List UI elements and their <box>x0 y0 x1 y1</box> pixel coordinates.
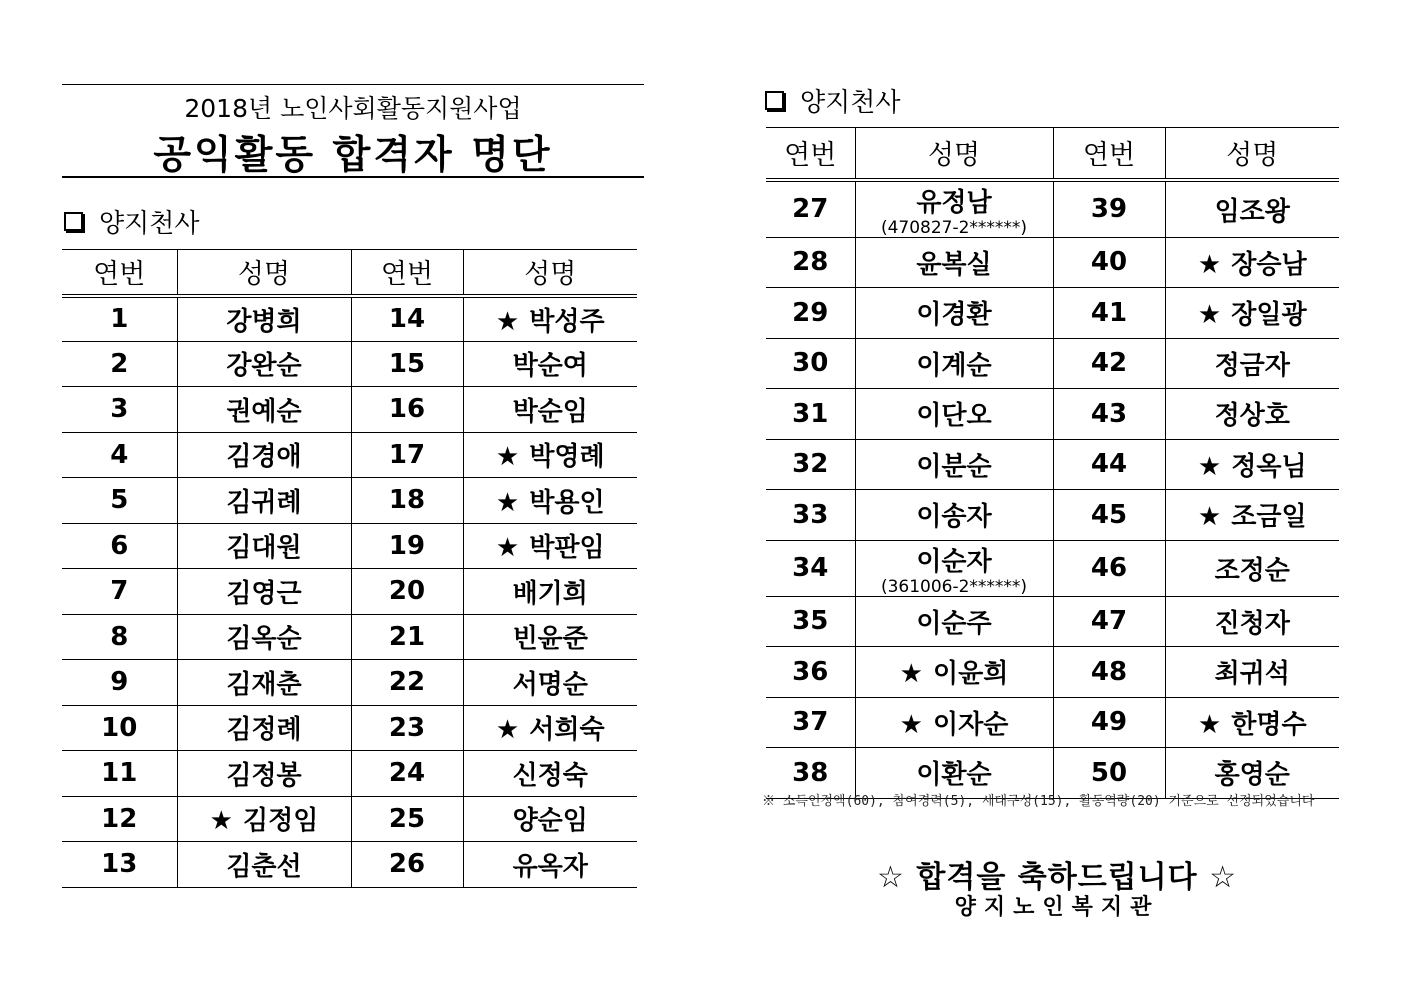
entry-number: 50 <box>1053 748 1165 799</box>
entry-name-cell <box>1165 439 1339 490</box>
entry-name-cell <box>177 432 351 478</box>
entry-number: 47 <box>1053 596 1165 647</box>
entry-name: 진청자 <box>1214 608 1290 639</box>
congrats-text: 합격을 축하드립니다 <box>916 860 1198 895</box>
entry-number: 39 <box>1053 180 1165 238</box>
section-label: 양지천사 <box>99 209 200 239</box>
entry-name: 윤복실 <box>916 249 992 280</box>
entry-name-cell <box>463 660 637 706</box>
entry-name-cell <box>177 523 351 569</box>
entry-name: 신정숙 <box>512 760 588 791</box>
entry-name: 이송자 <box>916 502 992 533</box>
entry-name-cell <box>177 341 351 387</box>
entry-number: 8 <box>62 614 177 660</box>
entry-number: 5 <box>62 478 177 524</box>
entry-number: 13 <box>62 842 177 888</box>
entry-name: 이분순 <box>916 451 992 482</box>
entry-name-cell <box>463 705 637 751</box>
entry-name-cell <box>855 647 1053 698</box>
entry-number: 11 <box>62 751 177 797</box>
entry-name-cell <box>463 387 637 433</box>
entry-number: 41 <box>1053 288 1165 339</box>
star-icon: ★ <box>209 806 233 837</box>
entry-id-number: (470827-2******) <box>880 217 1028 238</box>
roster-table-left <box>62 249 637 888</box>
table-row <box>766 540 1339 596</box>
entry-name: 박용인 <box>529 487 605 518</box>
title-top-rule <box>62 84 644 85</box>
entry-name: 김춘선 <box>226 851 302 882</box>
entry-number: 22 <box>351 660 463 706</box>
entry-name: 김정봉 <box>226 760 302 791</box>
table-row <box>766 697 1339 748</box>
checkbox-icon <box>64 212 83 231</box>
entry-number: 16 <box>351 387 463 433</box>
entry-number: 45 <box>1053 490 1165 541</box>
entry-name-cell <box>1165 647 1339 698</box>
star-icon: ★ <box>495 442 520 473</box>
entry-number: 3 <box>62 387 177 433</box>
table-row <box>766 596 1339 647</box>
entry-number: 29 <box>766 288 855 339</box>
entry-name-cell <box>855 540 1053 596</box>
entry-name: 박순임 <box>512 396 588 427</box>
entry-name-cell <box>177 796 351 842</box>
star-icon: ★ <box>1197 709 1222 740</box>
table-row <box>766 647 1339 698</box>
entry-name-cell <box>463 614 637 660</box>
entry-name: 김대원 <box>226 533 302 564</box>
entry-name: 박판임 <box>529 533 605 564</box>
entry-name: 한명수 <box>1231 709 1307 740</box>
entry-number: 15 <box>351 341 463 387</box>
entry-number: 49 <box>1053 697 1165 748</box>
entry-name-cell <box>177 387 351 433</box>
table-row <box>766 237 1339 288</box>
entry-number: 28 <box>766 237 855 288</box>
table-row <box>62 660 637 706</box>
col-header-no: 연번 <box>766 128 855 180</box>
organization-name: 양지노인복지관 <box>954 895 1160 920</box>
table-row <box>62 387 637 433</box>
entry-number: 43 <box>1053 389 1165 440</box>
table-row <box>766 180 1339 238</box>
table-row <box>62 842 637 888</box>
entry-name: 박성주 <box>529 306 605 337</box>
entry-name-cell <box>855 180 1053 238</box>
entry-name: 이환순 <box>916 760 992 791</box>
entry-name-cell <box>855 490 1053 541</box>
table-row <box>62 796 637 842</box>
entry-name-cell <box>855 439 1053 490</box>
entry-name-cell <box>1165 288 1339 339</box>
entry-name: 서희숙 <box>529 715 605 746</box>
entry-name-cell <box>855 697 1053 748</box>
entry-name-cell <box>463 523 637 569</box>
table-row <box>62 614 637 660</box>
star-icon: ★ <box>495 533 520 564</box>
entry-name: 조금일 <box>1231 502 1307 533</box>
entry-number: 30 <box>766 338 855 389</box>
entry-name-cell <box>177 478 351 524</box>
table-row <box>766 439 1339 490</box>
table-row <box>62 478 637 524</box>
entry-number: 37 <box>766 697 855 748</box>
entry-name: 김재춘 <box>226 669 302 700</box>
entry-number: 20 <box>351 569 463 615</box>
entry-name-cell <box>855 237 1053 288</box>
entry-name: 장일광 <box>1231 300 1307 331</box>
entry-number: 48 <box>1053 647 1165 698</box>
col-header-no: 연번 <box>1053 128 1165 180</box>
col-header-no: 연번 <box>351 250 463 296</box>
entry-name-cell <box>463 569 637 615</box>
table-row <box>766 288 1339 339</box>
col-header-name: 성명 <box>463 250 637 296</box>
entry-number: 46 <box>1053 540 1165 596</box>
entry-number: 31 <box>766 389 855 440</box>
entry-name: 유정남 <box>916 187 992 218</box>
table-row <box>62 432 637 478</box>
entry-name-cell <box>177 751 351 797</box>
entry-name: 김정례 <box>226 715 302 746</box>
entry-name-cell <box>463 341 637 387</box>
entry-number: 33 <box>766 490 855 541</box>
entry-name-cell <box>855 596 1053 647</box>
star-icon: ★ <box>495 306 520 337</box>
entry-name: 이윤희 <box>932 659 1009 690</box>
star-icon: ★ <box>1197 451 1222 482</box>
entry-name: 김영근 <box>226 578 302 609</box>
entry-name: 이계순 <box>916 350 992 381</box>
entry-name: 권예순 <box>226 396 302 427</box>
entry-name: 서명순 <box>512 669 588 700</box>
entry-name-cell <box>463 796 637 842</box>
table-row <box>62 341 637 387</box>
entry-number: 12 <box>62 796 177 842</box>
star-icon: ★ <box>495 715 520 746</box>
star-icon: ★ <box>899 659 923 690</box>
entry-name-cell <box>1165 180 1339 238</box>
star-icon: ★ <box>1197 502 1222 533</box>
entry-number: 6 <box>62 523 177 569</box>
entry-id-number: (361006-2******) <box>880 576 1028 597</box>
star-icon: ★ <box>1197 249 1222 280</box>
entry-name: 박순여 <box>512 351 588 382</box>
entry-number: 4 <box>62 432 177 478</box>
entry-name: 최귀석 <box>1214 659 1290 690</box>
entry-name-cell <box>1165 490 1339 541</box>
entry-name: 빈윤준 <box>512 624 588 655</box>
entry-number: 32 <box>766 439 855 490</box>
table-header-row <box>62 250 637 296</box>
table-row <box>62 569 637 615</box>
entry-name: 박영례 <box>529 442 605 473</box>
title-bottom-rule <box>62 176 644 178</box>
entry-name: 김경애 <box>226 442 302 473</box>
entry-number: 36 <box>766 647 855 698</box>
table-row <box>62 751 637 797</box>
star-icon: ★ <box>1197 300 1222 331</box>
table-header-row <box>766 128 1339 180</box>
hollow-star-icon: ☆ <box>1209 860 1237 895</box>
section-label: 양지천사 <box>800 88 901 118</box>
entry-number: 23 <box>351 705 463 751</box>
entry-name: 정옥님 <box>1231 451 1307 482</box>
entry-number: 19 <box>351 523 463 569</box>
entry-name: 이단오 <box>916 401 992 432</box>
entry-name-cell <box>1165 697 1339 748</box>
entry-name-cell <box>463 296 637 342</box>
section-head-left <box>64 203 199 240</box>
entry-name: 정상호 <box>1214 401 1290 432</box>
entry-number: 24 <box>351 751 463 797</box>
entry-name: 장승남 <box>1231 249 1307 280</box>
entry-name: 양순임 <box>512 806 588 837</box>
entry-name: 이순주 <box>916 608 992 639</box>
entry-name-cell <box>1165 338 1339 389</box>
entry-name-cell <box>855 288 1053 339</box>
entry-name-cell <box>463 432 637 478</box>
entry-name-cell <box>463 842 637 888</box>
entry-name: 이경환 <box>916 300 992 331</box>
entry-name: 배기희 <box>512 578 588 609</box>
star-icon: ★ <box>899 709 923 740</box>
entry-name: 홍영순 <box>1214 760 1290 791</box>
col-header-name: 성명 <box>1165 128 1339 180</box>
entry-name-cell <box>177 660 351 706</box>
entry-name: 김귀례 <box>226 487 302 518</box>
entry-name-cell <box>1165 389 1339 440</box>
entry-name: 강병희 <box>226 306 302 337</box>
table-row <box>62 705 637 751</box>
table-row <box>766 490 1339 541</box>
entry-number: 27 <box>766 180 855 238</box>
entry-number: 40 <box>1053 237 1165 288</box>
entry-number: 34 <box>766 540 855 596</box>
entry-number: 17 <box>351 432 463 478</box>
entry-name-cell <box>177 614 351 660</box>
section-head-right <box>765 82 900 119</box>
table-row <box>766 338 1339 389</box>
entry-name-cell <box>463 478 637 524</box>
entry-name-cell <box>1165 596 1339 647</box>
entry-name: 이자순 <box>932 709 1009 740</box>
entry-name-cell <box>463 751 637 797</box>
col-header-name: 성명 <box>855 128 1053 180</box>
checkbox-icon <box>765 91 784 110</box>
entry-number: 14 <box>351 296 463 342</box>
entry-number: 25 <box>351 796 463 842</box>
entry-name-cell <box>177 842 351 888</box>
entry-name: 김정임 <box>242 806 319 837</box>
entry-number: 42 <box>1053 338 1165 389</box>
title-line2: 공익활동 합격자 명단 <box>153 133 553 178</box>
roster-table-right <box>766 127 1339 799</box>
entry-name: 정금자 <box>1214 350 1290 381</box>
entry-name-cell <box>177 705 351 751</box>
entry-name: 유옥자 <box>512 851 588 882</box>
entry-name-cell <box>1165 540 1339 596</box>
col-header-name: 성명 <box>177 250 351 296</box>
entry-name: 김옥순 <box>226 624 302 655</box>
star-icon: ★ <box>495 487 520 518</box>
table-row <box>766 389 1339 440</box>
entry-number: 44 <box>1053 439 1165 490</box>
entry-name: 이순자 <box>916 546 992 577</box>
entry-name-cell <box>177 296 351 342</box>
table-row <box>62 296 637 342</box>
entry-number: 35 <box>766 596 855 647</box>
entry-number: 1 <box>62 296 177 342</box>
selection-criteria-note: ※ 소득인정액(60), 참여경력(5), 세대구성(15), 활동역량(20) 기준으로 선정되었습니다 <box>762 794 1315 809</box>
entry-number: 38 <box>766 748 855 799</box>
entry-number: 9 <box>62 660 177 706</box>
entry-number: 10 <box>62 705 177 751</box>
entry-name-cell <box>177 569 351 615</box>
col-header-no: 연번 <box>62 250 177 296</box>
entry-name-cell <box>855 389 1053 440</box>
entry-number: 7 <box>62 569 177 615</box>
entry-name: 조정순 <box>1214 555 1290 586</box>
table-row <box>62 523 637 569</box>
entry-number: 2 <box>62 341 177 387</box>
entry-name-cell <box>855 338 1053 389</box>
entry-name: 임조왕 <box>1214 196 1290 227</box>
entry-number: 18 <box>351 478 463 524</box>
entry-name-cell <box>1165 237 1339 288</box>
entry-name: 강완순 <box>226 351 302 382</box>
title-line1: 2018년 노인사회활동지원사업 <box>184 94 522 123</box>
entry-number: 26 <box>351 842 463 888</box>
hollow-star-icon: ☆ <box>877 860 905 895</box>
entry-number: 21 <box>351 614 463 660</box>
